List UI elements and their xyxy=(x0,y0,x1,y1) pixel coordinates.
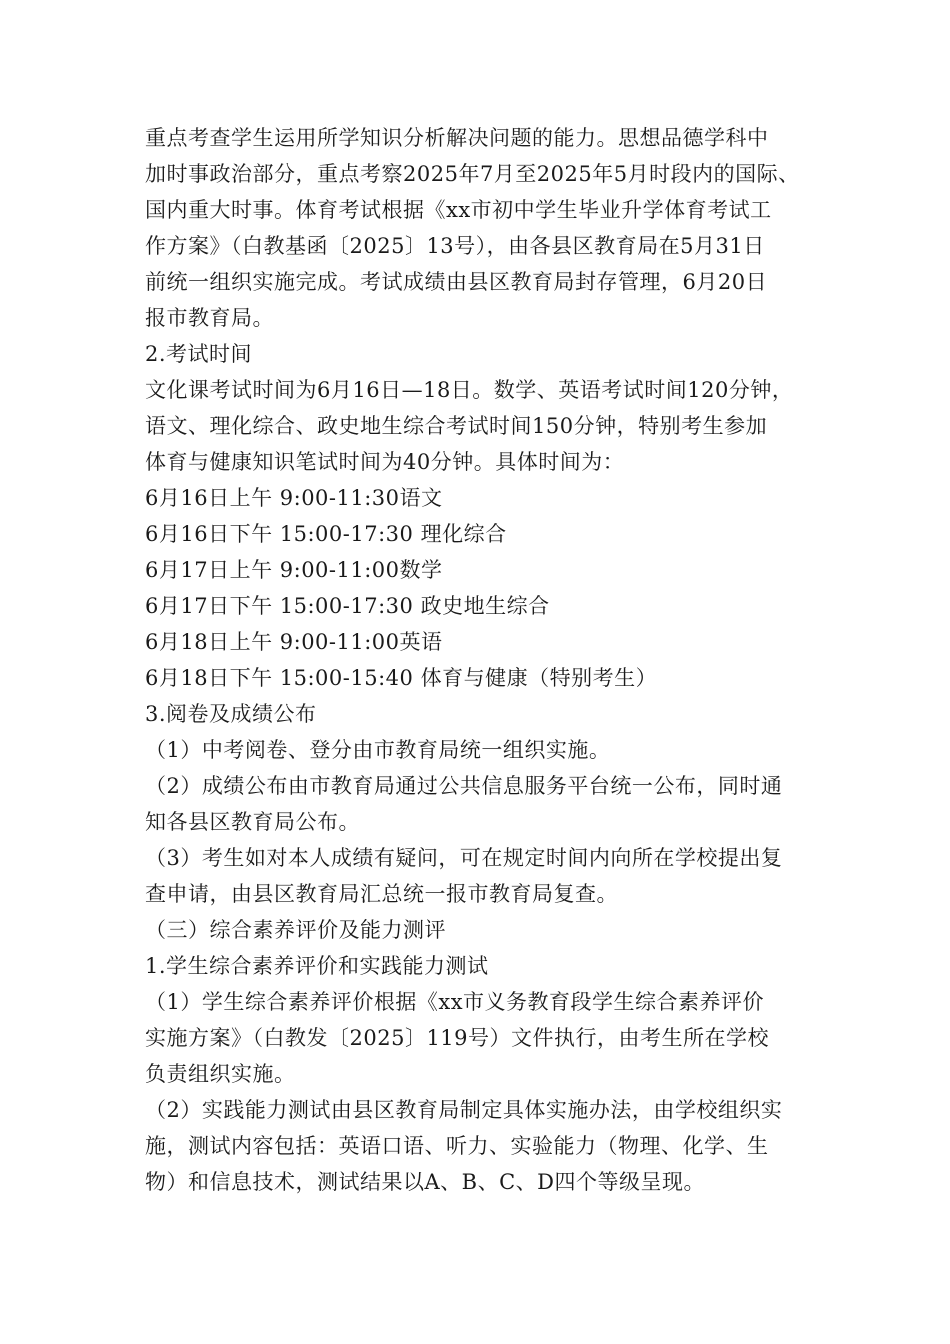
schedule-line: 6月18日下午 15:00-15:40 体育与健康（特别考生） xyxy=(145,666,658,690)
text-line: 加时事政治部分，重点考察2025年7月至2025年5月时段内的国际、 xyxy=(145,162,800,186)
text-line: （2）成绩公布由市教育局通过公共信息服务平台统一公布，同时通 xyxy=(145,774,783,798)
text-line: （2）实践能力测试由县区教育局制定具体实施办法，由学校组织实 xyxy=(145,1098,783,1122)
text-line: 物）和信息技术，测试结果以A、B、C、D四个等级呈现。 xyxy=(145,1170,706,1194)
text-line: 重点考查学生运用所学知识分析解决问题的能力。思想品德学科中 xyxy=(145,126,769,150)
section-heading: 1.学生综合素养评价和实践能力测试 xyxy=(145,954,489,978)
section-heading: 3.阅卷及成绩公布 xyxy=(145,702,317,726)
text-line: 知各县区教育局公布。 xyxy=(145,810,360,834)
text-line: 负责组织实施。 xyxy=(145,1062,296,1086)
section-heading: 2.考试时间 xyxy=(145,342,253,366)
text-line: 报市教育局。 xyxy=(145,306,274,330)
text-line: 施，测试内容包括：英语口语、听力、实验能力（物理、化学、生 xyxy=(145,1134,769,1158)
schedule-line: 6月16日上午 9:00-11:30语文 xyxy=(145,486,443,510)
text-line: （1）中考阅卷、登分由市教育局统一组织实施。 xyxy=(145,738,611,762)
text-line: 前统一组织实施完成。考试成绩由县区教育局封存管理，6月20日 xyxy=(145,270,768,294)
text-line: （1）学生综合素养评价根据《xx市义务教育段学生综合素养评价 xyxy=(145,990,765,1014)
text-line: 语文、理化综合、政史地生综合考试时间150分钟，特别考生参加 xyxy=(145,414,768,438)
text-line: 文化课考试时间为6月16日—18日。数学、英语考试时间120分钟， xyxy=(145,378,794,402)
text-line: 查申请，由县区教育局汇总统一报市教育局复查。 xyxy=(145,882,618,906)
text-line: 体育与健康知识笔试时间为40分钟。具体时间为： xyxy=(145,450,625,474)
text-line: 实施方案》（白教发〔2025〕119号）文件执行，由考生所在学校 xyxy=(145,1026,770,1050)
document-body xyxy=(145,120,825,1200)
text-line: 国内重大时事。体育考试根据《xx市初中学生毕业升学体育考试工 xyxy=(145,198,772,222)
text-line: （3）考生如对本人成绩有疑问，可在规定时间内向所在学校提出复 xyxy=(145,846,783,870)
schedule-line: 6月17日上午 9:00-11:00数学 xyxy=(145,558,443,582)
section-heading: （三）综合素养评价及能力测评 xyxy=(145,918,446,942)
schedule-line: 6月17日下午 15:00-17:30 政史地生综合 xyxy=(145,594,550,618)
schedule-line: 6月18日上午 9:00-11:00英语 xyxy=(145,630,443,654)
schedule-line: 6月16日下午 15:00-17:30 理化综合 xyxy=(145,522,507,546)
text-line: 作方案》（白教基函〔2025〕13号），由各县区教育局在5月31日 xyxy=(145,234,765,258)
